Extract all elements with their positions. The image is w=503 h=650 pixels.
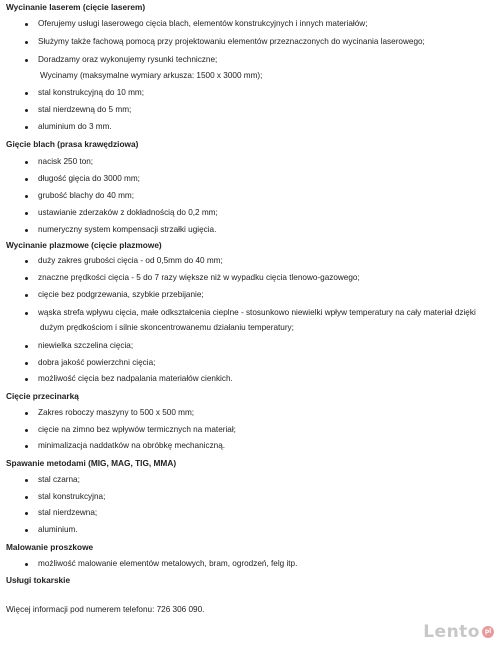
list-item: nacisk 250 ton;	[38, 157, 94, 166]
list-item: grubość blachy do 40 mm;	[38, 191, 135, 200]
list-item: duży zakres grubości cięcia - od 0,5mm do 40 mm;	[38, 256, 223, 265]
list-item: możliwość malowanie elementów metalowych, bram, ogrodzeń, felg itp.	[38, 559, 298, 568]
list-item: aluminium do 3 mm.	[38, 122, 112, 131]
list-item: Zakres roboczy maszyny to 500 x 500 mm;	[38, 408, 195, 417]
list-item: znaczne prędkości cięcia - 5 do 7 razy większe niż w wypadku cięcia tlenowo-gazowego;	[38, 273, 360, 282]
list-item: stal konstrukcyjna;	[38, 492, 106, 501]
section-title-turning: Usługi tokarskie	[6, 575, 71, 585]
list-item: stal nierdzewna;	[38, 508, 98, 517]
lento-watermark	[423, 622, 494, 642]
list-item: dobra jakość powierzchni cięcia;	[38, 358, 156, 367]
list-item: cięcie bez podgrzewania, szybkie przebijanie;	[38, 290, 204, 299]
contact-info: Więcej informacji pod numerem telefonu: 726 306 090.	[6, 605, 205, 614]
list-item: minimalizacja naddatków na obróbkę mechaniczną.	[38, 441, 226, 450]
list-item: Służymy także fachową pomocą przy projektowaniu elementów przeznaczonych do wycinania laserowego;	[38, 37, 425, 46]
section-title-laser-cutting: Wycinanie laserem (cięcie laserem)	[6, 2, 146, 12]
list-item: długość gięcia do 3000 mm;	[38, 174, 140, 183]
list-item: stal nierdzewną do 5 mm;	[38, 105, 132, 114]
list-item: Wycinamy (maksymalne wymiary arkusza: 1500 x 3000 mm);	[40, 71, 263, 80]
section-title-welding: Spawanie metodami (MIG, MAG, TIG, MMA)	[6, 458, 177, 468]
section-title-sheet-bending: Gięcie blach (prasa krawędziowa)	[6, 139, 139, 149]
list-item: niewielka szczelina cięcia;	[38, 341, 134, 350]
list-item: Doradzamy oraz wykonujemy rysunki techniczne;	[38, 55, 218, 64]
list-item-continuation: dużym prędkościom i silnie skoncentrowanemu działaniu temperatury;	[40, 323, 294, 332]
watermark-badge: pl	[482, 626, 494, 638]
section-title-powder-coating: Malowanie proszkowe	[6, 542, 94, 552]
list-item: cięcie na zimno bez wpływów termicznych na materiał;	[38, 425, 236, 434]
list-item: ustawianie zderzaków z dokładnością do 0,2 mm;	[38, 208, 218, 217]
list-item: stal czarna;	[38, 475, 80, 484]
list-item: stal konstrukcyjną do 10 mm;	[38, 88, 145, 97]
section-title-saw-cutting: Cięcie przecinarką	[6, 391, 79, 401]
section-title-plasma-cutting: Wycinanie plazmowe (cięcie plazmowe)	[6, 240, 162, 250]
list-item: możliwość cięcia bez nadpalania materiałów cienkich.	[38, 374, 233, 383]
list-item: aluminium.	[38, 525, 78, 534]
list-item: Oferujemy usługi laserowego cięcia blach, elementów konstrukcyjnych i innych materiałów;	[38, 19, 368, 28]
list-item: numeryczny system kompensacji strzałki ugięcia.	[38, 225, 217, 234]
watermark-text: Lento	[423, 622, 480, 642]
list-item: wąska strefa wpływu cięcia, małe odkształcenia cieplne - stosunkowo niewielki wpływ temperatury na cały materiał dzięki	[38, 308, 476, 317]
